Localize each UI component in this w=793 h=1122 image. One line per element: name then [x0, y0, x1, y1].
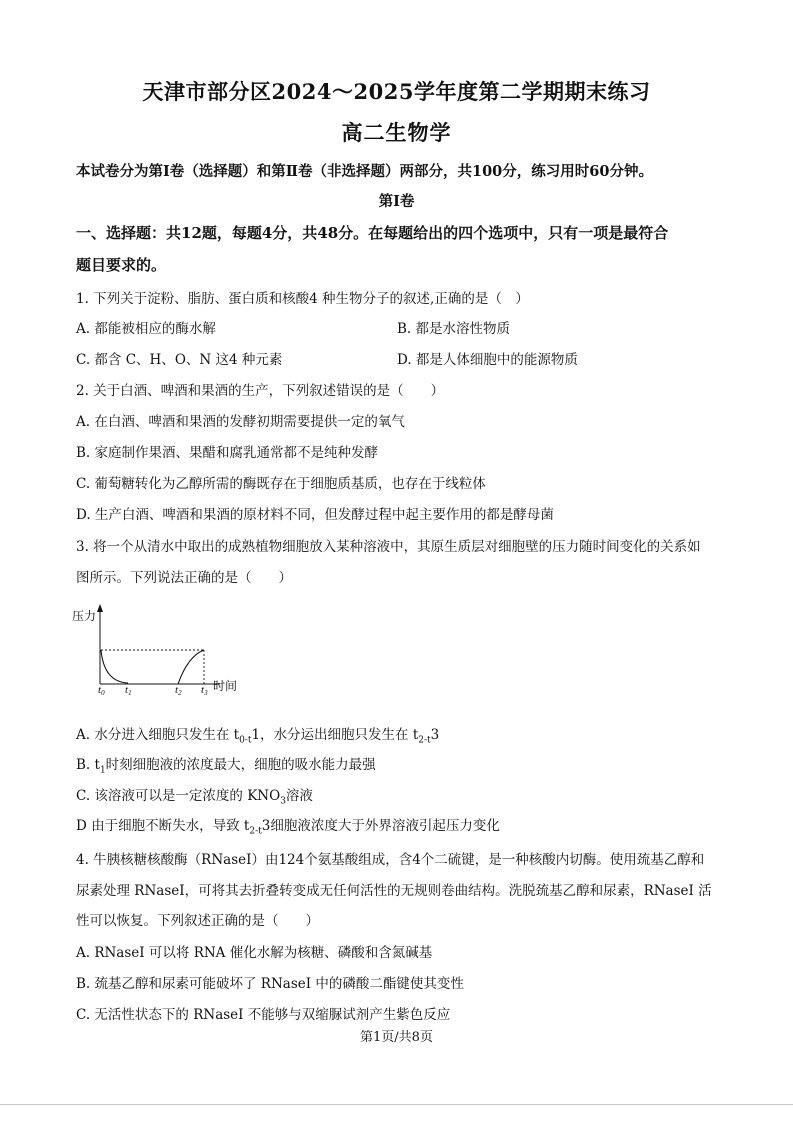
page-title: 天津市部分区2024～2025学年度第二学期期末练习: [142, 79, 651, 104]
page-bottom-divider: [0, 1104, 793, 1105]
subject-title: 高二生物学: [341, 120, 452, 145]
page-footer: 第1页/共8页: [360, 1030, 433, 1045]
chart-xlabel: 时间: [213, 679, 238, 693]
pressure-time-chart: [70, 598, 250, 698]
question-1-option-c: C. 都含 C、H、O、N 这4 种元素: [76, 352, 283, 368]
tick-label-t2: t2: [175, 684, 182, 697]
section1-heading-cont: 题目要求的。: [76, 256, 167, 274]
question-3-option-a: A. 水分进入细胞只发生在 $t_{0-t}1$，水分运出细胞只发生在 $t_{2-t}3$: [76, 727, 440, 746]
chart-ylabel: 压力: [72, 609, 97, 623]
question-2-option-b: B. 家庭制作果酒、果醋和腐乳通常都不是纯种发酵: [76, 445, 379, 461]
question-1-option-a: A. 都能被相应的酶水解: [76, 321, 216, 337]
question-3-option-c: C. 该溶液可以是一定浓度的 $KNO_3$溶液: [76, 788, 313, 807]
series-curve-rise: [178, 650, 204, 684]
part1-label: 第Ⅰ卷: [378, 193, 415, 210]
question-4-stem: 4. 牛胰核糖核酸酶（RNaseI）由124个氨基酸组成，含4个二硫键，是一种核酸内切酶。使用巯基乙醇和: [76, 852, 705, 868]
tick-label-t1: t1: [125, 684, 132, 697]
question-4-option-c: C. 无活性状态下的 RNaseI 不能够与双缩脲试剂产生紫色反应: [76, 1007, 451, 1023]
question-2-option-d: D. 生产白酒、啤酒和果酒的原材料不同，但发酵过程中起主要作用的都是酵母菌: [76, 507, 554, 523]
question-3-option-b: B. $t_1$时刻细胞液的浓度最大，细胞的吸水能力最强: [76, 757, 376, 776]
question-3-stem-cont: 图所示。下列说法正确的是（ ）: [76, 570, 292, 586]
question-1-option-d: D. 都是人体细胞中的能源物质: [397, 352, 578, 368]
series-curve-decline: [101, 650, 128, 683]
question-1-option-b: B. 都是水溶性物质: [397, 321, 511, 337]
question-4-option-a: A. RNaseI 可以将 RNA 催化水解为核糖、磷酸和含氮碱基: [76, 945, 433, 961]
section1-heading: 一、选择题：共12题，每题4分，共48分。在每题给出的四个选项中，只有一项是最符合: [76, 224, 669, 242]
question-2-stem: 2. 关于白酒、啤酒和果酒的生产，下列叙述错误的是（ ）: [76, 383, 445, 399]
tick-label-t0: t0: [98, 684, 105, 697]
question-4-option-b: B. 巯基乙醇和尿素可能破坏了 RNaseI 中的磷酸二酯键使其变性: [76, 976, 464, 992]
question-4-stem-cont2: 性可以恢复。下列叙述正确的是（ ）: [76, 913, 319, 929]
tick-label-t3: t3: [201, 684, 208, 697]
question-3-stem: 3. 将一个从清水中取出的成熟植物细胞放入某种溶液中，其原生质层对细胞壁的压力随时间变化的关系如: [76, 539, 701, 555]
question-3-option-d: D 由于细胞不断失水，导致 $t_{2-t}3$细胞液浓度大于外界溶液引起压力变化: [76, 818, 500, 837]
question-4-stem-cont1: 尿素处理 RNaseI，可将其去折叠转变成无任何活性的无规则卷曲结构。洗脱巯基乙醇和尿素，RNaseI 活: [76, 883, 712, 899]
question-2-option-a: A. 在白酒、啤酒和果酒的发酵初期需要提供一定的氧气: [76, 414, 405, 430]
question-2-option-c: C. 葡萄糖转化为乙醇所需的酶既存在于细胞质基质，也存在于线粒体: [76, 476, 486, 492]
question-1-stem: 1. 下列关于淀粉、脂肪、蛋白质和核酸4 种生物分子的叙述,正确的是（ ）: [76, 291, 529, 307]
intro-text: 本试卷分为第Ⅰ卷（选择题）和第Ⅱ卷（非选择题）两部分，共100分，练习用时60分钟。: [76, 163, 653, 180]
y-axis-arrow: [97, 604, 103, 612]
